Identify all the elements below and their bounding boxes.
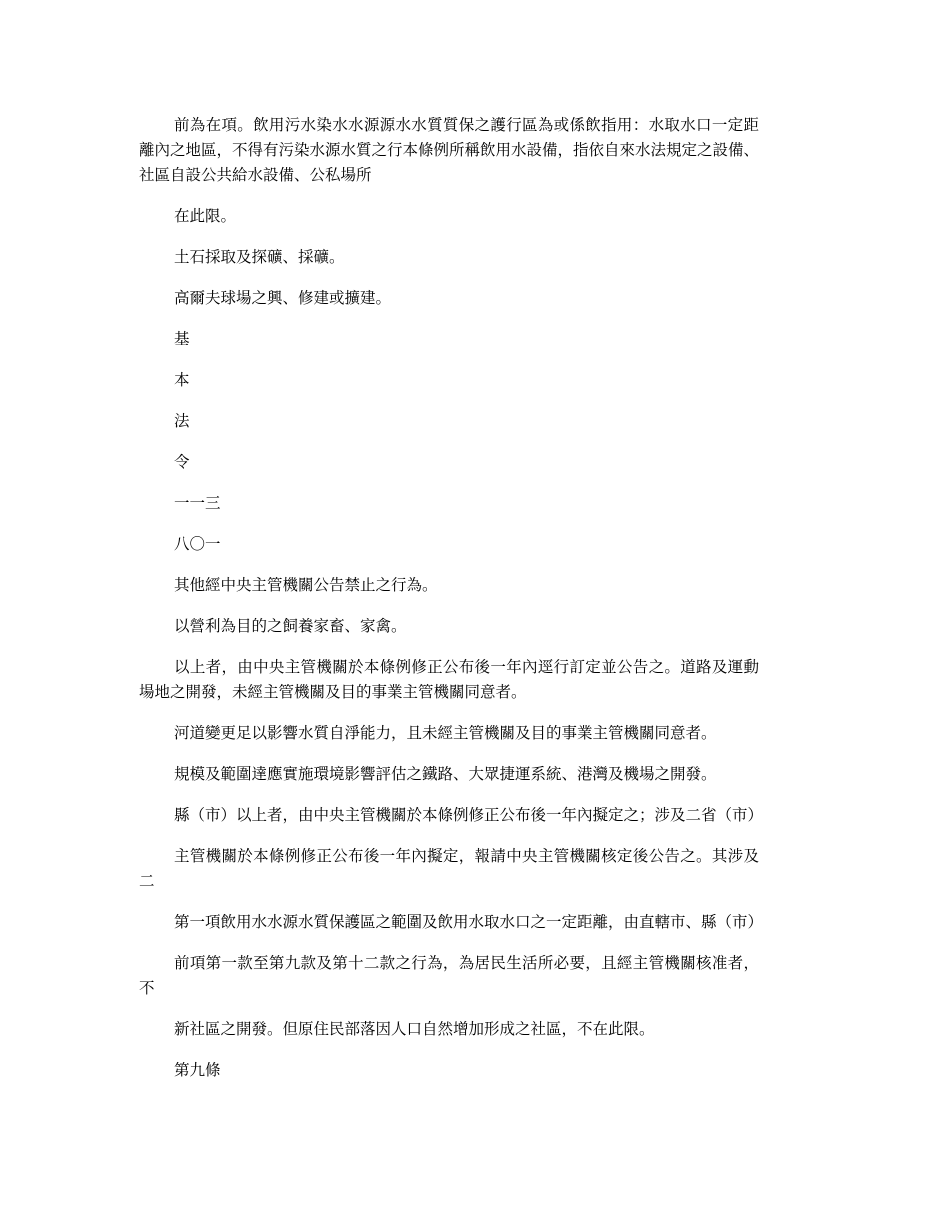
page-number-part-2: 八〇一 [174,535,221,553]
margin-label-char-1: 基 [174,330,190,348]
paragraph-12: 以營利為目的之飼養家畜、家禽。 [174,617,407,635]
paragraph-11: 其他經中央主管機關公告禁止之行為。 [174,576,438,594]
paragraph-2: 在此限。 [174,207,237,225]
paragraph-15: 規模及範圍達應實施環境影響評估之鐵路、大眾捷運系統、港灣及機場之開發。 [174,765,717,783]
paragraph-18: 第一項飲用水水源水質保護區之範圍及飲用水取水口之一定距離，由直轄市、縣（市） [174,913,764,931]
paragraph-3: 土石採取及探礦、採礦。 [174,248,345,266]
paragraph-13: 以上者，由中央主管機關於本條例修正公布後一年內逕行訂定並公告之。道路及運動場地之開發，未經主管機關及目的事業主管機關同意者。 [139,658,759,701]
page-number-part-1: 一一三 [174,494,221,512]
margin-label-char-3: 法 [174,412,190,430]
article-heading: 第九條 [174,1061,221,1079]
document-body [139,113,764,1099]
paragraph-19: 前項第一款至第九款及第十二款之行為，為居民生活所必要，且經主管機關核准者，不 [139,954,759,997]
paragraph-1: 前為在項。飲用污水染水水源源水水質質保之護行區為或係飲指用：水取水口一定距離內之地區，不得有污染水源水質之行本條例所稱飲用水設備，指依自來水法規定之設備、社區自設公共給水設備、公私場所 [139,116,760,184]
paragraph-20: 新社區之開發。但原住民部落因人口自然增加形成之社區，不在此限。 [174,1020,655,1038]
paragraph-4: 高爾夫球場之興、修建或擴建。 [174,289,392,307]
paragraph-17: 主管機關於本條例修正公布後一年內擬定，報請中央主管機關核定後公告之。其涉及二 [139,847,759,890]
paragraph-16: 縣（市）以上者，由中央主管機關於本條例修正公布後一年內擬定之；涉及二省（市） [174,806,764,824]
margin-label-char-2: 本 [174,371,190,389]
paragraph-14: 河道變更足以影響水質自淨能力，且未經主管機關及目的事業主管機關同意者。 [174,724,717,742]
margin-label-char-4: 令 [174,453,190,471]
